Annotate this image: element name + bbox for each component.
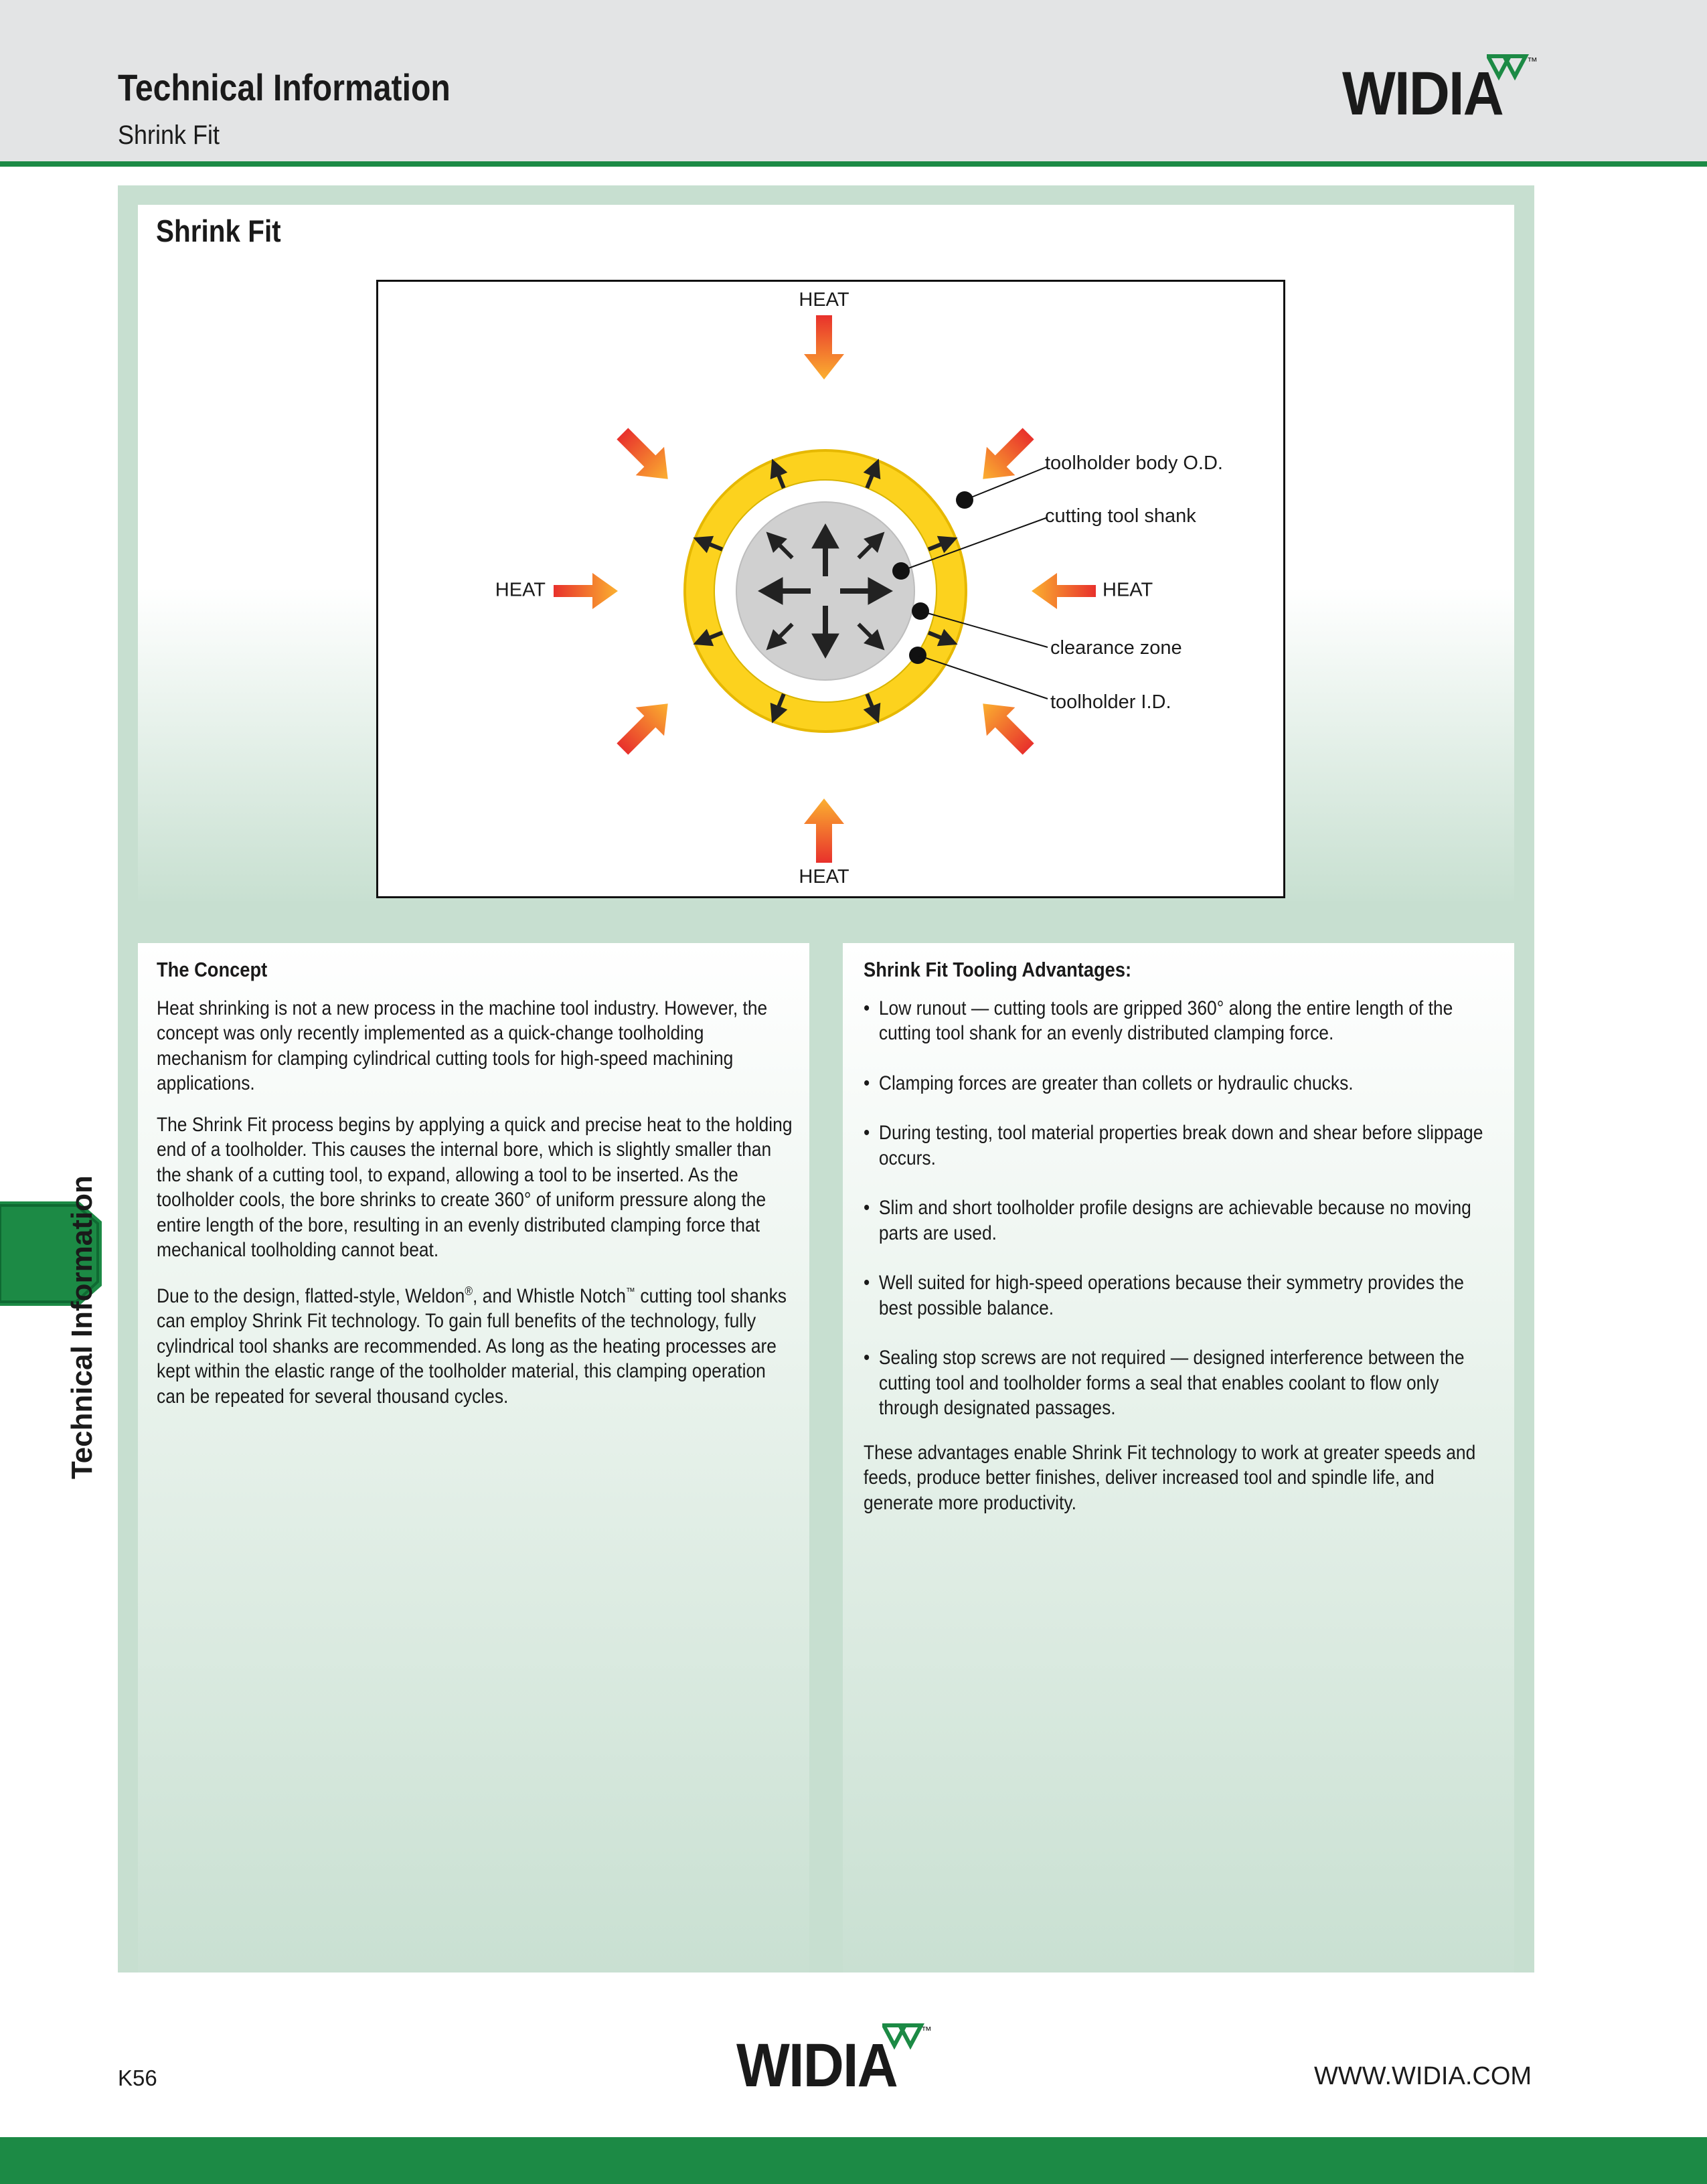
logo-wordmark: WIDIA — [1342, 60, 1503, 128]
heat-arrow-bottom — [804, 799, 844, 863]
concept-paragraph-2: The Shrink Fit process begins by applying a quick and precise heat to the holding end of a toolholder. This causes the internal bore, which is slightly smaller than the shank of a cutting tool, to expand, allowing a tool to be inserted. As the toolholder cools, the bore shrinks to create 360° of uniform pressure along the entire length of the bore, resulting in an evenly distributed clamping force that mechanical toolholding cannot beat. — [157, 1113, 793, 1261]
list-item: • During testing, tool material properties break down and shear before slippage occurs. — [864, 1122, 1483, 1169]
header-rule — [0, 161, 1707, 167]
heat-arrow-top-left — [608, 420, 682, 493]
list-item: • Sealing stop screws are not required — designed interference between the cutting tool and toolholder forms a seal that enables coolant to flow only through designated passages. — [864, 1347, 1465, 1419]
heat-label-left: HEAT — [495, 579, 546, 601]
advantages-closing: These advantages enable Shrink Fit technology to work at greater speeds and feeds, produce better finishes, deliver increased tool and spindle life, and generate more productivity. — [864, 1441, 1476, 1514]
heat-arrow-top-right — [969, 420, 1042, 493]
shrink-fit-diagram-svg — [378, 282, 1283, 896]
footer-band — [0, 2137, 1707, 2184]
heat-label-top: HEAT — [799, 289, 849, 311]
label-cutting-tool-shank: cutting tool shank — [1045, 505, 1196, 527]
list-item: • Low runout — cutting tools are gripped 360° along the entire length of the cutting tool shank for an evenly distributed clamping force. — [864, 997, 1453, 1044]
advantages-text — [864, 957, 1499, 1531]
heat-arrow-bottom-left — [608, 689, 682, 763]
logo-wordmark: WIDIA — [736, 2031, 897, 2100]
label-toolholder-id: toolholder I.D. — [1050, 691, 1171, 713]
heat-label-right: HEAT — [1103, 579, 1153, 601]
heat-arrow-right — [1032, 573, 1096, 609]
page-subtitle: Shrink Fit — [118, 120, 220, 150]
section-title: Shrink Fit — [156, 214, 281, 248]
heat-arrow-bottom-right — [969, 689, 1042, 763]
label-clearance-zone: clearance zone — [1050, 637, 1182, 659]
side-label: Technical Information — [66, 1175, 98, 1479]
header-logo — [1342, 56, 1538, 128]
page-title: Technical Information — [118, 66, 451, 108]
advantages-title: Shrink Fit Tooling Advantages: — [864, 958, 1132, 981]
heat-label-bottom: HEAT — [799, 866, 849, 888]
heat-arrow-left — [554, 573, 618, 609]
concept-paragraph-1: Heat shrinking is not a new process in the machine tool industry. However, the concept was only recently implemented as a quick-change toolholding mechanism for clamping cylindrical cutting tools for high-speed machining applications. — [157, 997, 768, 1094]
page-number: K56 — [118, 2066, 157, 2090]
concept-text — [157, 957, 793, 1425]
label-toolholder-od: toolholder body O.D. — [1045, 452, 1223, 474]
list-item: • Clamping forces are greater than collets or hydraulic chucks. — [864, 1072, 1354, 1094]
logo-tm: ™ — [1527, 56, 1538, 68]
list-item: • Well suited for high-speed operations because their symmetry provides the best possible balance. — [864, 1272, 1464, 1319]
concept-title: The Concept — [157, 958, 268, 981]
heat-arrow-top — [804, 315, 844, 380]
website-url[interactable]: WWW.WIDIA.COM — [1314, 2062, 1532, 2090]
logo-tm: ™ — [921, 2025, 932, 2037]
concept-paragraph-3: Due to the design, flatted-style, Weldon®, and Whistle Notch™ cutting tool shanks can employ Shrink Fit technology. To gain full benefits of the technology, fully cylindrical tool shanks are recommended. As long as the heating processes are kept within the elastic range of the toolholder material, this clamping operation can be repeated for several thousand cycles. — [157, 1284, 787, 1408]
shrink-fit-diagram — [376, 280, 1285, 898]
list-item: • Slim and short toolholder profile designs are achievable because no moving parts are used. — [864, 1197, 1471, 1244]
advantages-list — [864, 996, 1499, 1421]
footer-logo — [736, 2015, 937, 2100]
